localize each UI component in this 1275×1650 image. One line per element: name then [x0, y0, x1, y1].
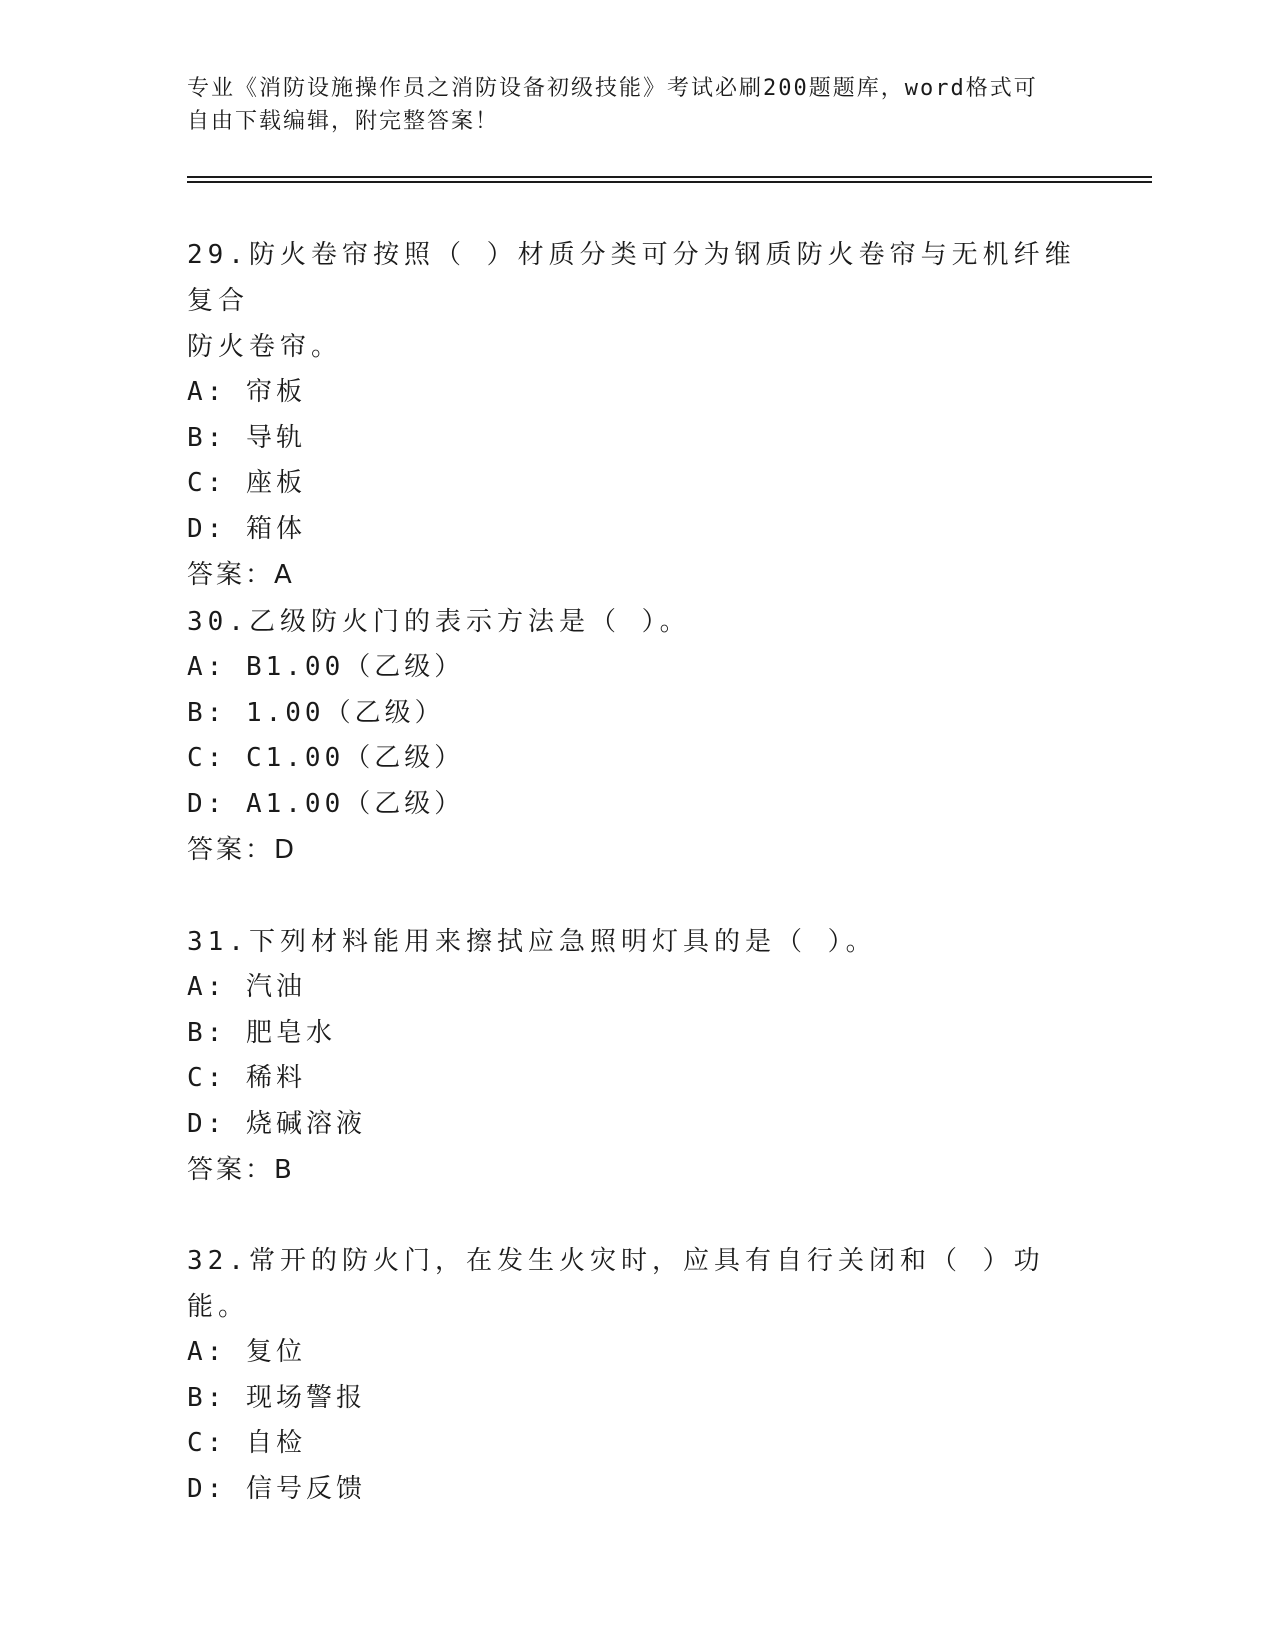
option-c: C: 稀料: [187, 1063, 306, 1093]
option-b: B: 导轨: [187, 422, 306, 453]
question-stem: 32.常开的防火门，在发生火灾时，应具有自行关闭和（ ）功能。: [187, 1246, 1045, 1322]
document-header: [187, 72, 1067, 138]
option-c: C: 座板: [187, 468, 306, 498]
answer: 答案：B: [187, 1155, 295, 1185]
option-d: D: 信号反馈: [187, 1473, 366, 1504]
question-32: [187, 1238, 1087, 1512]
option-c: C: 自检: [187, 1428, 306, 1458]
option-a: A: B1.00（乙级）: [187, 652, 465, 682]
header-divider-bottom: [187, 181, 1152, 183]
answer: 答案：A: [187, 560, 295, 590]
header-divider-top: [187, 176, 1152, 178]
option-d: D: A1.00（乙级）: [187, 788, 465, 819]
question-stem-continued: 防火卷帘。: [187, 332, 343, 362]
header-line-1: 专业《消防设施操作员之消防设备初级技能》考试必刷200题题库，word格式可: [187, 76, 1038, 101]
option-b: B: 肥皂水: [187, 1017, 336, 1048]
question-30: [187, 599, 1087, 873]
header-line-2: 自由下载编辑，附完整答案！: [187, 109, 500, 134]
question-stem: 29.防火卷帘按照（ ）材质分类可分为钢质防火卷帘与无机纤维复合: [187, 240, 1076, 316]
question-31: [187, 919, 1087, 1193]
option-a: A: 复位: [187, 1337, 306, 1367]
option-c: C: C1.00（乙级）: [187, 743, 465, 773]
option-a: A: 帘板: [187, 377, 306, 407]
question-29: [187, 232, 1087, 598]
option-d: D: 箱体: [187, 513, 306, 544]
option-d: D: 烧碱溶液: [187, 1108, 366, 1139]
option-b: B: 现场警报: [187, 1382, 366, 1413]
option-a: A: 汽油: [187, 972, 306, 1002]
answer: 答案：D: [187, 835, 298, 865]
question-stem: 30.乙级防火门的表示方法是（ ）。: [187, 607, 691, 637]
option-b: B: 1.00（乙级）: [187, 697, 445, 728]
question-stem: 31.下列材料能用来擦拭应急照明灯具的是（ ）。: [187, 927, 877, 957]
